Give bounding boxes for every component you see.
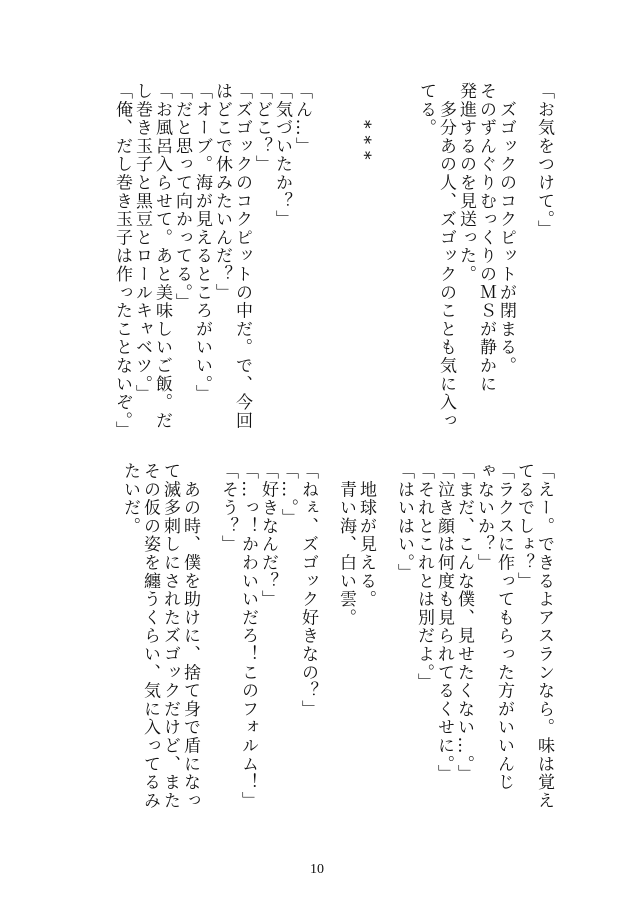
- text-line: 地球が見える。: [356, 462, 376, 609]
- text-line: 「…っ！かわいいだろ！このフォルム！」: [238, 462, 258, 810]
- text-line: その仮の姿を纏うくらい、気に入ってるみ: [140, 462, 160, 810]
- page-number: 10: [310, 862, 324, 877]
- text-line: 「えー。できるよアスランなら。味は覚え: [534, 462, 554, 810]
- text-line: 「気づいたか？」: [272, 82, 292, 229]
- text-line: 「好きなんだ？」: [258, 462, 278, 609]
- blank-line: [516, 82, 534, 442]
- text-line: 「どこ？」: [252, 82, 272, 174]
- text-line: 「お気をつけて。」: [534, 82, 554, 239]
- text-line: 多分あの人、ズゴックのことも気に入っ: [436, 82, 456, 430]
- text-line: て滅多刺しにされたズゴックだけど、また: [160, 462, 180, 810]
- text-line: 「だと思って向かってる。」: [172, 82, 192, 312]
- text-line: 「ねぇ、ズゴック好きなの？」: [298, 462, 318, 719]
- text-line: 「ラクスに作ってもらった方がいいんじ: [494, 462, 514, 792]
- blank-line: [318, 462, 336, 834]
- text-line: 「そう？」: [218, 462, 238, 554]
- upper-text-block: [79, 82, 554, 442]
- blank-line: [312, 82, 354, 442]
- text-line: たいだ。: [120, 462, 140, 536]
- text-line: 「ズゴックのコクピットの中だ。で、今回: [232, 82, 252, 430]
- blank-line: [376, 462, 394, 834]
- text-line: ズゴックのコクピットが閉まる。: [496, 82, 516, 375]
- text-line: はどこで休みたいんだ？」: [212, 82, 232, 302]
- text-line: 青い海、白い雲。: [336, 462, 356, 627]
- text-line: し巻き玉子と黒豆とロールキャベツ。」: [132, 82, 152, 403]
- text-line: 「まだ、こんな僕、見せたくない…。」: [454, 462, 474, 783]
- text-line: 「お風呂入らせて。あと美味しいご飯。だ: [152, 82, 172, 430]
- scene-break-stars: ***: [354, 120, 374, 167]
- text-line: ゃないか？」: [474, 462, 494, 572]
- text-line: 「ん…」: [292, 82, 312, 156]
- text-line: あの時、僕を助けに、捨て身で盾になっ: [180, 462, 200, 810]
- text-line: 「それとこれとは別だよ。」: [414, 462, 434, 692]
- text-line: 「俺、だし巻き玉子は作ったことないぞ。」: [112, 82, 132, 440]
- blank-line: [374, 82, 416, 442]
- text-line: 「オーブ。海が見えるところがいい。」: [192, 82, 212, 403]
- text-line: てる。: [416, 82, 436, 137]
- text-line: そのずんぐりむっくりのＭＳが静かに: [476, 82, 496, 394]
- text-line: 「泣き顔は何度も見られてるくせに。」: [434, 462, 454, 783]
- text-line: 「はいはい。」: [394, 462, 414, 582]
- text-line: 発進するのを見送った。: [456, 82, 476, 284]
- text-line: てるでしょ？」: [514, 462, 534, 591]
- blank-line: [200, 462, 218, 834]
- lower-text-block: [79, 462, 554, 834]
- text-line: 「…。」: [278, 462, 298, 527]
